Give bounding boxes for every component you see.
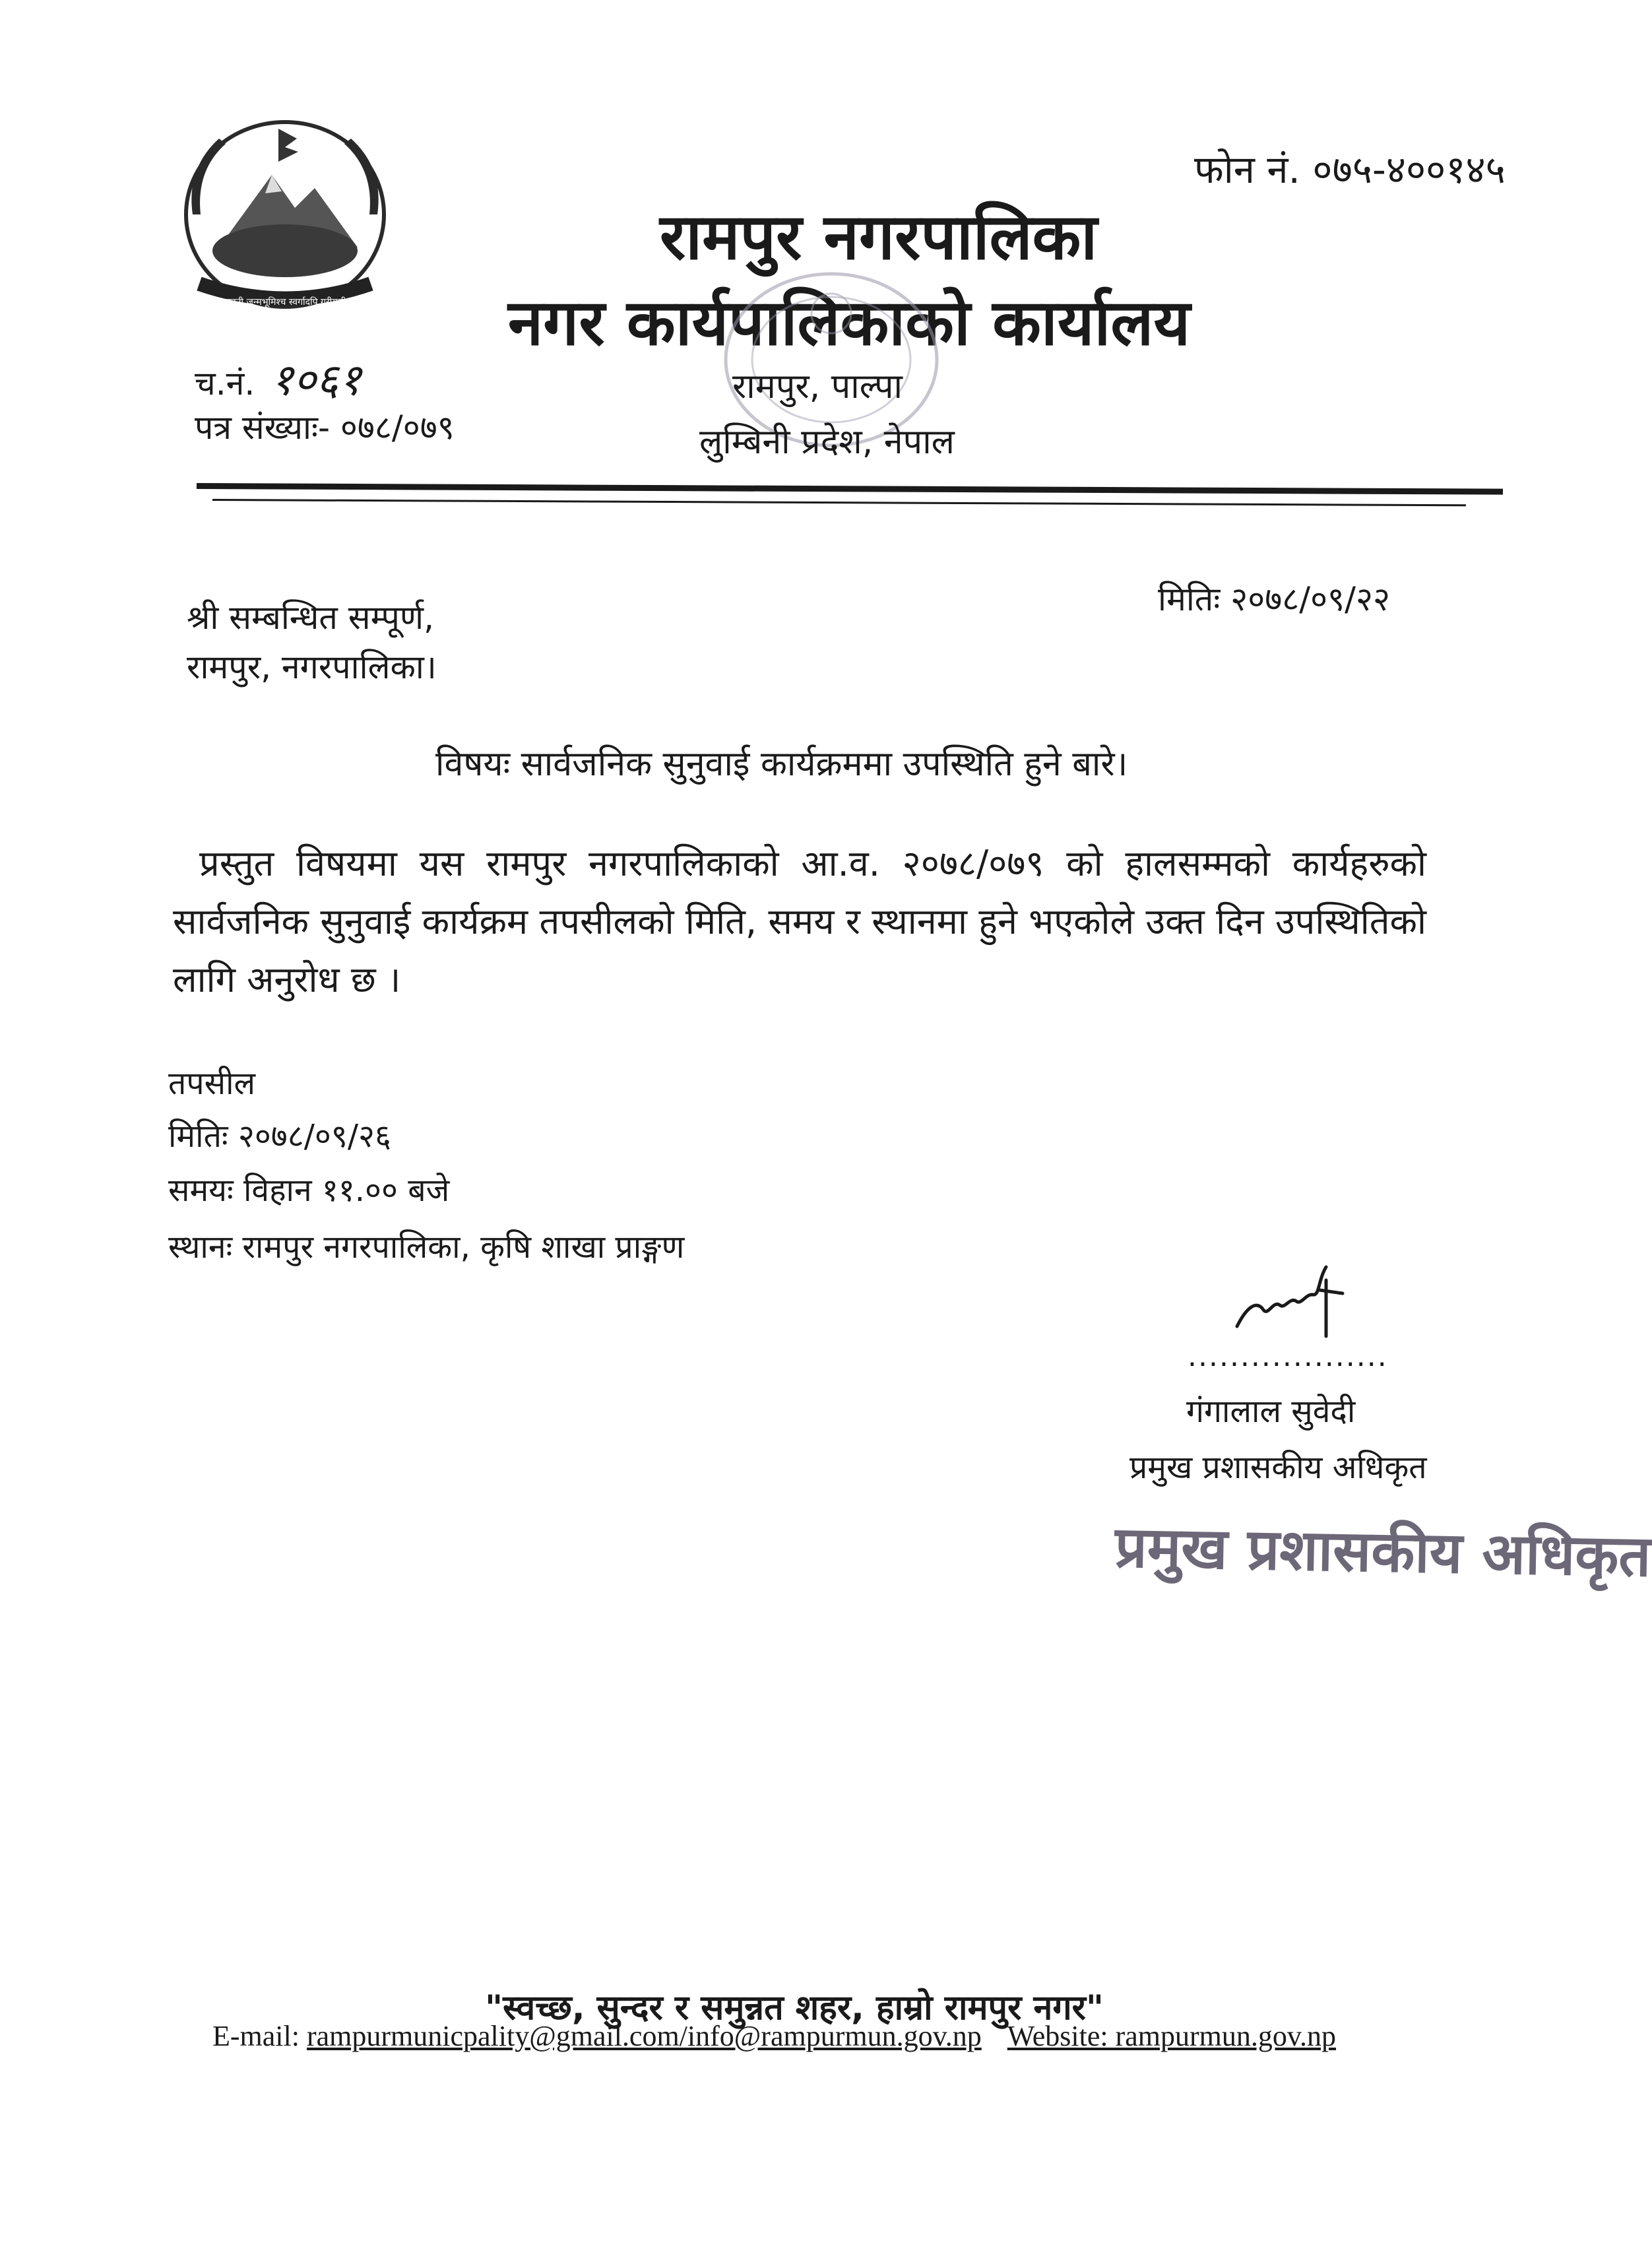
office-name: नगर कार्यपालिकाको कार्यालय — [508, 286, 1191, 360]
phone-number: फोन नं. ०७५-४००१४५ — [1194, 147, 1506, 192]
emblem-motto: जननी जन्मभूमिश्च स्वर्गादपि गरीयसी — [224, 297, 346, 308]
letter-date: मितिः २०७८/०९/२२ — [1158, 580, 1390, 618]
letter-body: प्रस्तुत विषयमा यस रामपुर नगरपालिकाको आ.व. २०७८/०७९ को हालसम्मको कार्यहरुको सार्वजनिक सुनुवाई कार्यक्रम तपसीलको मिति, समय र स्थानमा हुने भएकोले उक्त दिन उपस्थितिको लागि अनुरोध छ । — [173, 843, 1426, 1000]
chalani-number-row — [195, 348, 362, 408]
signature-line: ................... — [1188, 1340, 1388, 1373]
chalani-number: १०६१ — [270, 354, 362, 405]
header-divider-thick — [197, 483, 1503, 495]
addressee-line-1: श्री सम्बन्धित सम्पूर्ण, — [187, 599, 434, 637]
email-link[interactable]: rampurmunicpality@gmail.com/info@rampurmun.gov.np — [306, 2020, 982, 2052]
signer-title: प्रमुख प्रशासकीय अधिकृत — [1129, 1449, 1427, 1486]
handwritten-signature-icon — [1227, 1254, 1359, 1340]
footer-motto: "स्वच्छ, सुन्दर र समुन्नत शहर, हाम्रो रामपुर नगर" — [485, 1988, 1104, 2028]
detail-time: समयः विहान ११.०० बजे — [168, 1172, 450, 1209]
letter-subject: विषयः सार्वजनिक सुनुवाई कार्यक्रममा उपस्थिति हुने बारे। — [435, 744, 1128, 784]
letter-reference-number: पत्र संख्याः- ०७८/०७९ — [195, 408, 455, 447]
detail-place: स्थानः रामपुर नगरपालिका, कृषि शाखा प्राङ्गण — [168, 1229, 685, 1266]
designation-stamp: प्रमुख प्रशासकीय अधिकृत — [1114, 1514, 1652, 1590]
addressee-line-2: रामपुर, नगरपालिका। — [187, 648, 437, 686]
email-label: E-mail: — [212, 2020, 300, 2052]
nepal-emblem-icon — [173, 115, 397, 320]
footer-contact — [212, 2019, 1336, 2053]
details-heading: तपसील — [168, 1065, 256, 1102]
detail-date: मितिः २०७८/०९/२६ — [168, 1118, 391, 1155]
address-line-2: लुम्बिनी प्रदेश, नेपाल — [699, 422, 955, 462]
header-divider-thin — [212, 499, 1466, 506]
signer-name: गंगालाल सुवेदी — [1186, 1393, 1356, 1430]
organization-name: रामपुर नगरपालिका — [660, 200, 1098, 274]
website-link[interactable]: Website: rampurmun.gov.np — [1007, 2020, 1337, 2052]
chalani-label: च.नं. — [195, 364, 255, 403]
address-line-1: रामपुर, पाल्पा — [732, 367, 903, 406]
